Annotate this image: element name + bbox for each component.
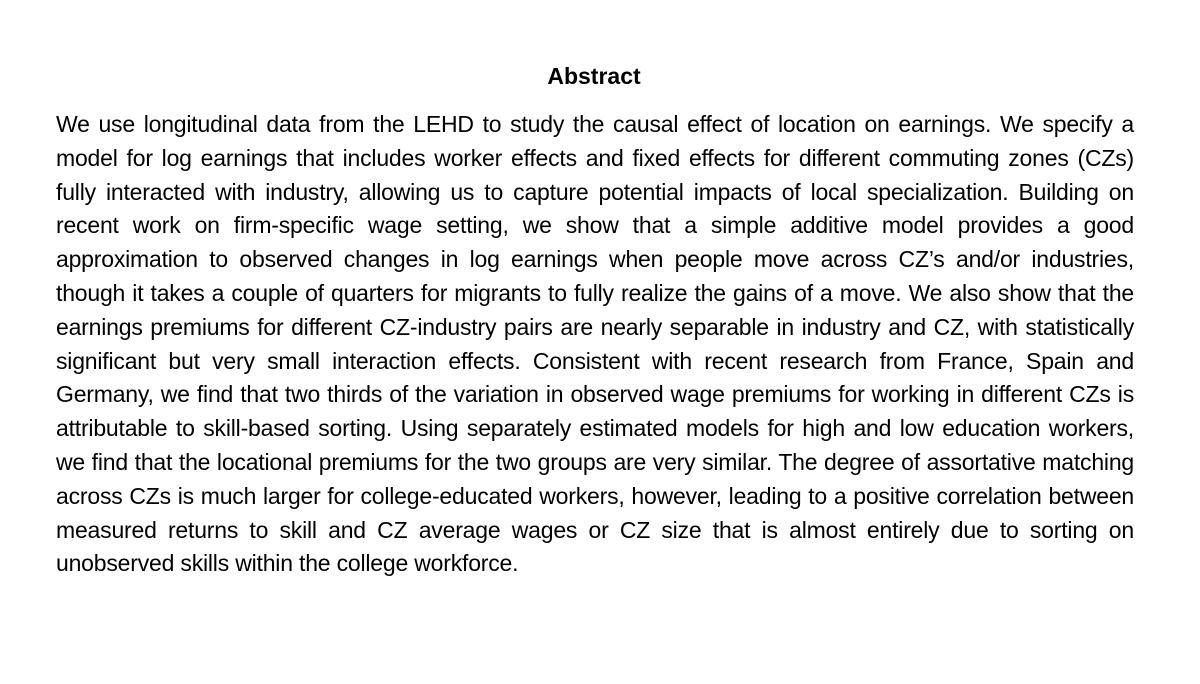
abstract-paragraph: We use longitudinal data from the LEHD to study the causal effect of location on earnings. We specify a model for log earnings that includes worker effects and fixed effects for different commuting zones (CZs) fully interacted with industry, allowing us to capture potential impacts of local specialization. Building on recent work on firm-specific wage setting, we show that a simple additive model provides a good approximation to observed changes in log earnings when people move across CZ’s and/or industries, though it takes a couple of quarters for migrants to fully realize the gains of a move. We also show that the earnings premiums for different CZ-industry pairs are nearly separable in industry and CZ, with statistically significant but very small interaction effects. Consistent with recent research from France, Spain and Germany, we find that two thirds of the variation in observed wage premiums for working in different CZs is attributable to skill-based sorting. Using separately estimated models for high and low education workers, we find that the locational premiums for the two groups are very similar. The degree of assortative matching across CZs is much larger for college-educated workers, however, leading to a positive correlation between measured returns to skill and CZ average wages or CZ size that is almost entirely due to sorting on unobserved skills within the college workforce.: [56, 111, 1134, 577]
abstract-heading: Abstract: [547, 63, 641, 90]
